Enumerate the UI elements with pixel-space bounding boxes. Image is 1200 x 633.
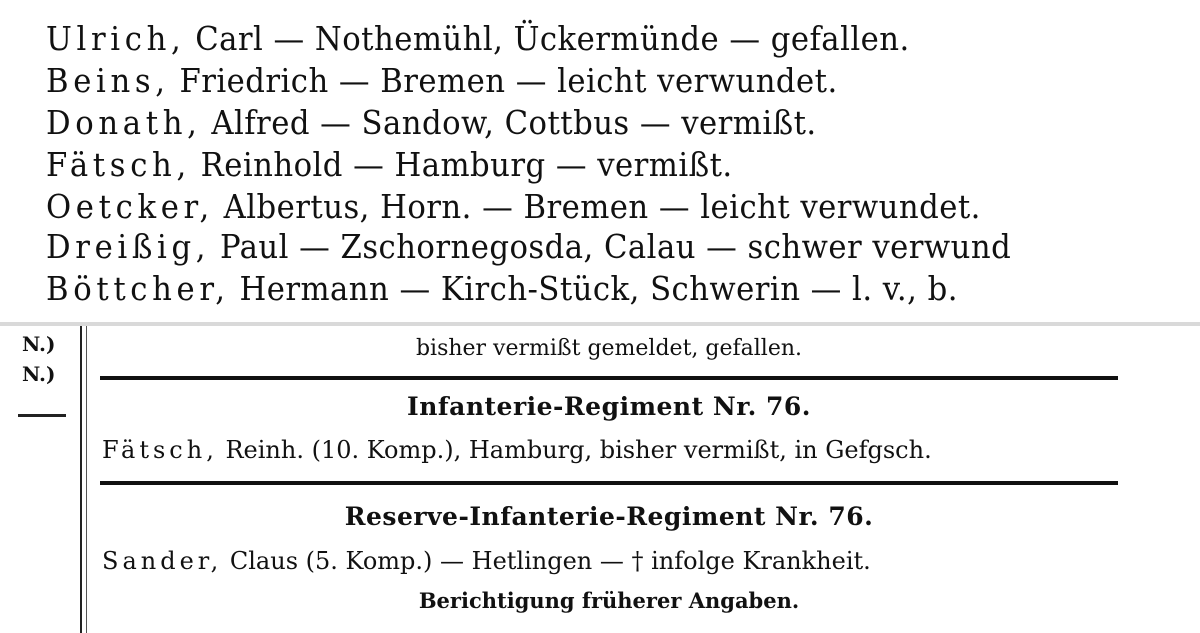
entry-details: Reinhold — Hamburg — vermißt. [200, 145, 733, 184]
column-rule [86, 326, 87, 633]
casualty-entry [46, 228, 1011, 266]
entry-details: Claus (5. Komp.) — Hetlingen — † infolge Krankheit. [229, 547, 871, 575]
column-rule [80, 326, 82, 633]
section-divider [100, 481, 1118, 485]
casualty-entry [46, 270, 958, 308]
entry-details: Albertus, Horn. — Bremen — leicht verwundet. [223, 187, 981, 226]
surname: Fätsch, [102, 436, 218, 464]
continuation-line: bisher vermißt gemeldet, gefallen. [415, 336, 803, 361]
entry-details: Friedrich — Bremen — leicht verwundet. [179, 61, 838, 100]
entry-details: Alfred — Sandow, Cottbus — vermißt. [211, 103, 817, 142]
surname: Dreißig, [46, 227, 211, 266]
regiment-entry [102, 547, 871, 575]
regiment-entry [102, 436, 932, 464]
casualty-entry [46, 104, 817, 142]
entry-details: Carl — Nothemühl, Ückermünde — gefallen. [195, 19, 910, 58]
margin-mark: N.) [22, 332, 56, 356]
surname: Ulrich, [46, 19, 186, 58]
surname: Fätsch, [46, 145, 191, 184]
surname: Beins, [46, 61, 170, 100]
surname: Sander, [102, 547, 223, 575]
entry-details: Paul — Zschornegosda, Calau — schwer verwund [219, 227, 1012, 266]
corrections-heading: Berichtigung früherer Angaben. [418, 588, 800, 613]
surname: Böttcher, [46, 269, 230, 308]
casualty-entry [46, 20, 910, 58]
surname: Oetcker, [46, 187, 214, 226]
entry-details: Hermann — Kirch-Stück, Schwerin — l. v., b. [239, 269, 958, 308]
casualty-entry [46, 146, 733, 184]
regiment-heading: Infanterie-Regiment Nr. 76. [407, 392, 811, 421]
casualty-entry [46, 188, 981, 226]
regiment-heading: Reserve-Infanterie-Regiment Nr. 76. [344, 502, 874, 531]
casualty-entry [46, 62, 838, 100]
regiment-list-clipping [0, 326, 1200, 633]
entry-details: Reinh. (10. Komp.), Hamburg, bisher vermißt, in Gefgsch. [225, 436, 932, 464]
margin-divider [18, 414, 66, 417]
section-divider [100, 376, 1118, 380]
margin-mark: N.) [22, 362, 56, 386]
surname: Donath, [46, 103, 202, 142]
